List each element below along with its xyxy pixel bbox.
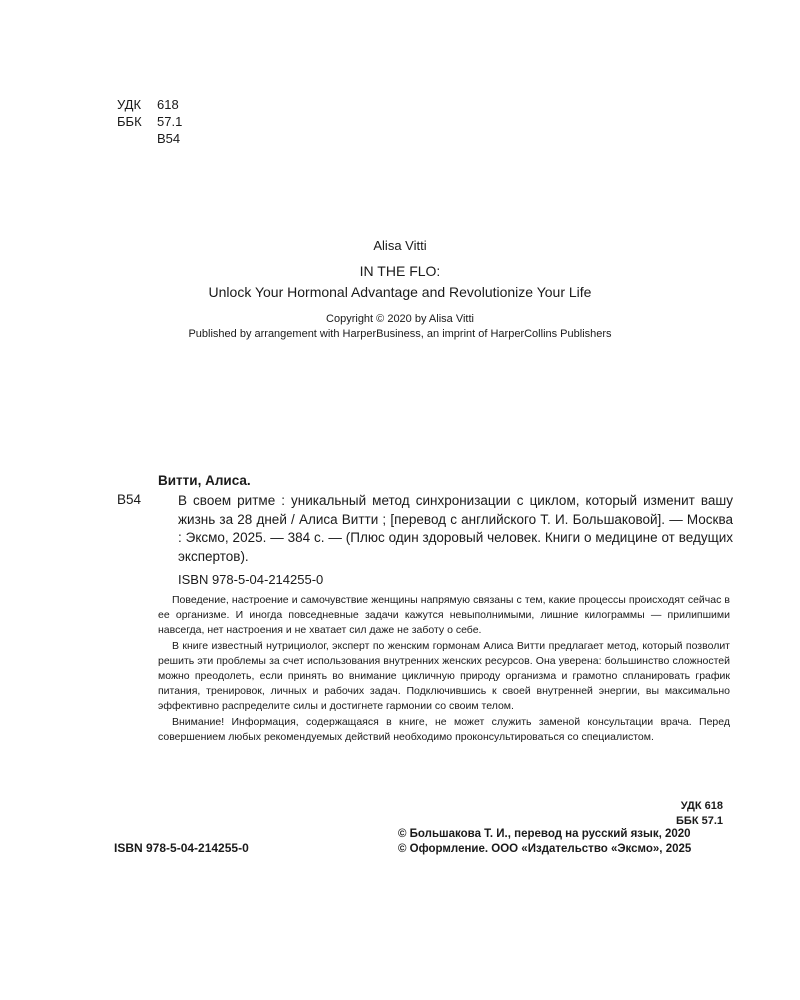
annotation-paragraph-3: Внимание! Информация, содержащаяся в книге, не может служить заменой консультации врача. Перед совершением любых рекомендуемых действий необходимо проконсультироваться со специалистом. (158, 716, 730, 743)
udk-row (117, 96, 182, 113)
classification-codes-right (560, 799, 723, 829)
bbk-code-right: ББК 57.1 (676, 815, 723, 827)
catalog-isbn: ISBN 978-5-04-214255-0 (178, 572, 324, 587)
annotation-paragraph-2: В книге известный нутрициолог, эксперт по женским гормонам Алиса Витти предлагает метод, который позволит решить эти проблемы за счет использования внутренних женских ресурсов. Она уверена: большинство сложностей можно преодолеть, если принять во внимание цикличную природу организма и грамотно спланировать график питания, тренировок, личных и рабочих задач. Подключившись к своей внутренней энергии, вы максимально эффективно распределите силы и достигнете гармонии со своим телом. (158, 640, 730, 712)
original-copyright: Copyright © 2020 by Alisa Vitti (326, 313, 474, 325)
author-mark-row (117, 130, 182, 147)
catalog-description (178, 492, 733, 566)
bbk-value: 57.1 (157, 114, 183, 129)
original-title: IN THE FLO: (359, 263, 441, 279)
original-title-block (100, 261, 700, 303)
catalog-code: В54 (117, 492, 142, 507)
annotation (158, 593, 730, 746)
bbk-label: ББК (117, 114, 142, 129)
annotation-paragraph-1: Поведение, настроение и самочувствие женщины напрямую связаны с тем, какие процессы происходят сейчас в ее организме. И иногда повседневные задачи кажутся невыполнимыми, лишние килограммы — прилипшими навсегда, нет настроения и не хватает сил даже не заботу о себе. (158, 594, 730, 636)
publishing-arrangement: Published by arrangement with HarperBusiness, an imprint of HarperCollins Publishers (188, 328, 612, 340)
classification-block (117, 96, 182, 147)
translation-copyright: © Большакова Т. И., перевод на русский язык, 2020 (398, 828, 691, 840)
design-copyright: © Оформление. ООО «Издательство «Эксмо», 2025 (398, 843, 692, 855)
footer-isbn: ISBN 978-5-04-214255-0 (114, 841, 249, 855)
bbk-row (117, 113, 182, 130)
udk-value: 618 (157, 97, 179, 112)
udk-label: УДК (117, 97, 142, 112)
author-mark: В54 (157, 131, 181, 146)
original-author: Alisa Vitti (373, 238, 427, 253)
catalog-description-text: В своем ритме : уникальный метод синхронизации с циклом, который изменит вашу жизнь за 28 дней / Алиса Витти ; [перевод с английского Т. И. Большаковой]. — Москва : Эксмо, 2025. — 384 с. — (Плюс один здоровый человек. Книги о медицине от ведущих экспертов). (178, 493, 733, 564)
footer-copyrights (398, 827, 691, 857)
catalog-author-heading: Витти, Алиса. (158, 473, 251, 488)
original-subtitle: Unlock Your Hormonal Advantage and Revolutionize Your Life (208, 284, 592, 300)
udk-code-right: УДК 618 (680, 800, 723, 812)
original-copyright-block (100, 312, 700, 342)
